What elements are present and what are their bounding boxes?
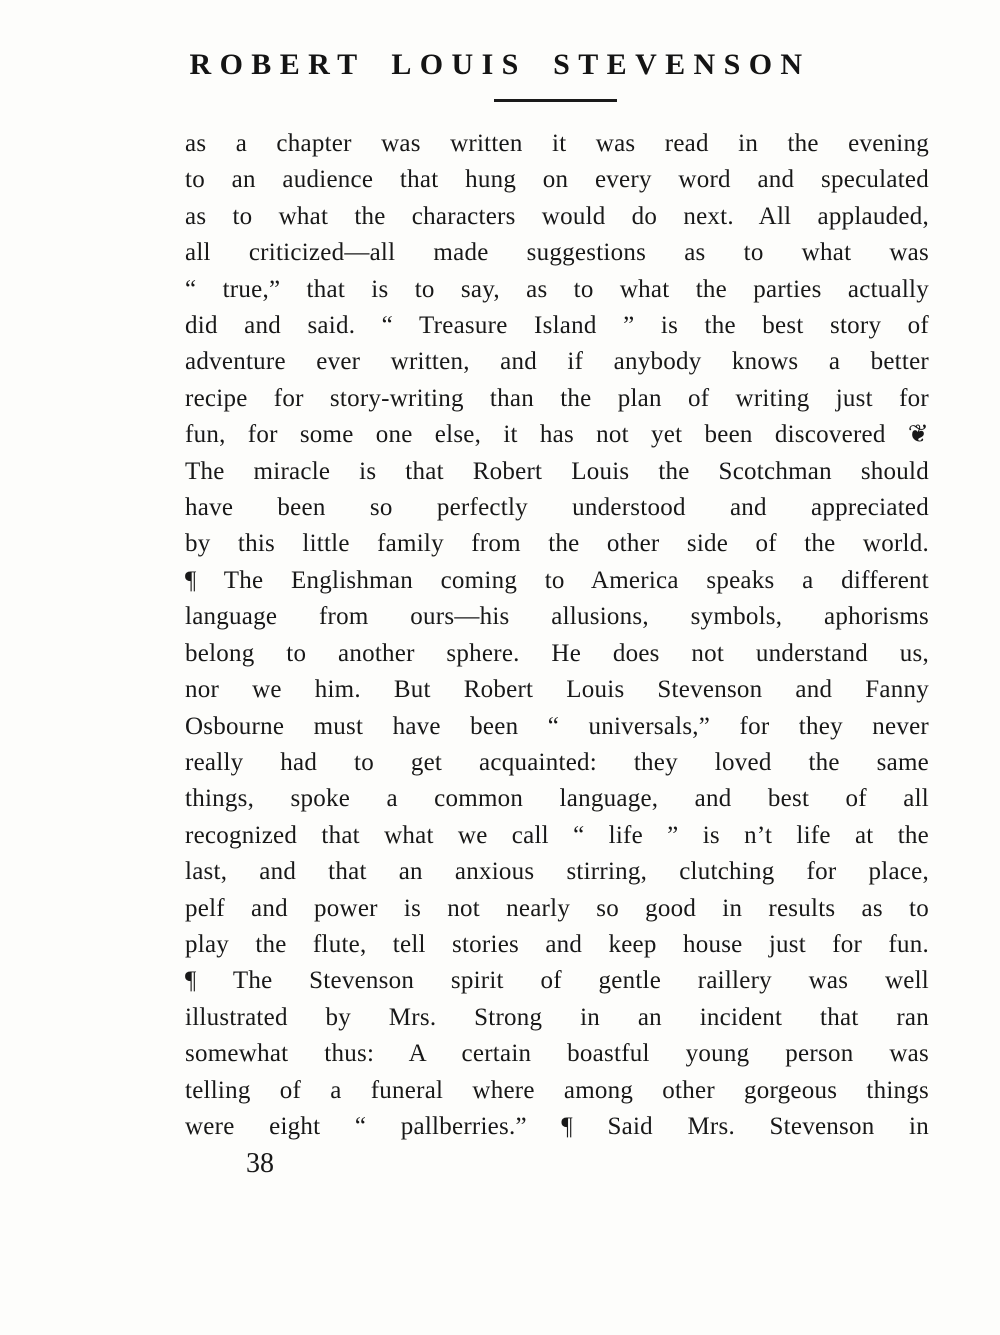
- text-line: belong to another sphere. He does not understand us,: [185, 639, 929, 667]
- header-divider: [494, 99, 617, 102]
- text-line: did and said. “ Treasure Island ” is the best story of: [185, 312, 929, 340]
- text-line: illustrated by Mrs. Strong in an incident that ran: [185, 1003, 929, 1031]
- text-line: recipe for story-writing than the plan of writing just for: [185, 384, 929, 412]
- text-line: things, spoke a common language, and best of all: [185, 785, 929, 813]
- text-line: recognized that what we call “ life ” is n’t life at the: [185, 821, 929, 849]
- body-text: [185, 126, 929, 1145]
- text-line: telling of a funeral where among other gorgeous things: [185, 1076, 929, 1104]
- text-line: adventure ever written, and if anybody knows a better: [185, 348, 929, 376]
- text-line: all criticized—all made suggestions as to what was: [185, 239, 929, 267]
- text-line: play the flute, tell stories and keep house just for fun.: [185, 930, 929, 958]
- text-line: nor we him. But Robert Louis Stevenson and Fanny: [185, 676, 929, 704]
- text-line: have been so perfectly understood and appreciated: [185, 494, 929, 522]
- text-line: as a chapter was written it was read in the evening: [185, 130, 929, 157]
- text-line: last, and that an anxious stirring, clutching for place,: [185, 858, 929, 886]
- text-line: ¶ The Englishman coming to America speaks a different: [185, 566, 929, 594]
- text-line: somewhat thus: A certain boastful young person was: [185, 1040, 929, 1068]
- text-line: “ true,” that is to say, as to what the parties actually: [185, 275, 929, 303]
- text-line: Osbourne must have been “ universals,” for they never: [185, 712, 929, 740]
- text-line: fun, for some one else, it has not yet been discovered ❦: [185, 421, 929, 449]
- text-line: by this little family from the other side of the world.: [185, 530, 929, 558]
- text-line: really had to get acquainted: they loved the same: [185, 748, 929, 776]
- text-line: pelf and power is not nearly so good in results as to: [185, 894, 929, 922]
- text-line: as to what the characters would do next. All applauded,: [185, 202, 929, 230]
- page-number: 38: [246, 1148, 274, 1179]
- text-line: were eight “ pallberries.” ¶ Said Mrs. Stevenson in: [185, 1112, 929, 1140]
- text-line: to an audience that hung on every word and speculated: [185, 166, 929, 194]
- page-title: ROBERT LOUIS STEVENSON: [189, 48, 811, 81]
- text-line: The miracle is that Robert Louis the Scotchman should: [185, 457, 929, 485]
- text-line: language from ours—his allusions, symbols, aphorisms: [185, 603, 929, 631]
- text-line: ¶ The Stevenson spirit of gentle raillery was well: [185, 967, 929, 995]
